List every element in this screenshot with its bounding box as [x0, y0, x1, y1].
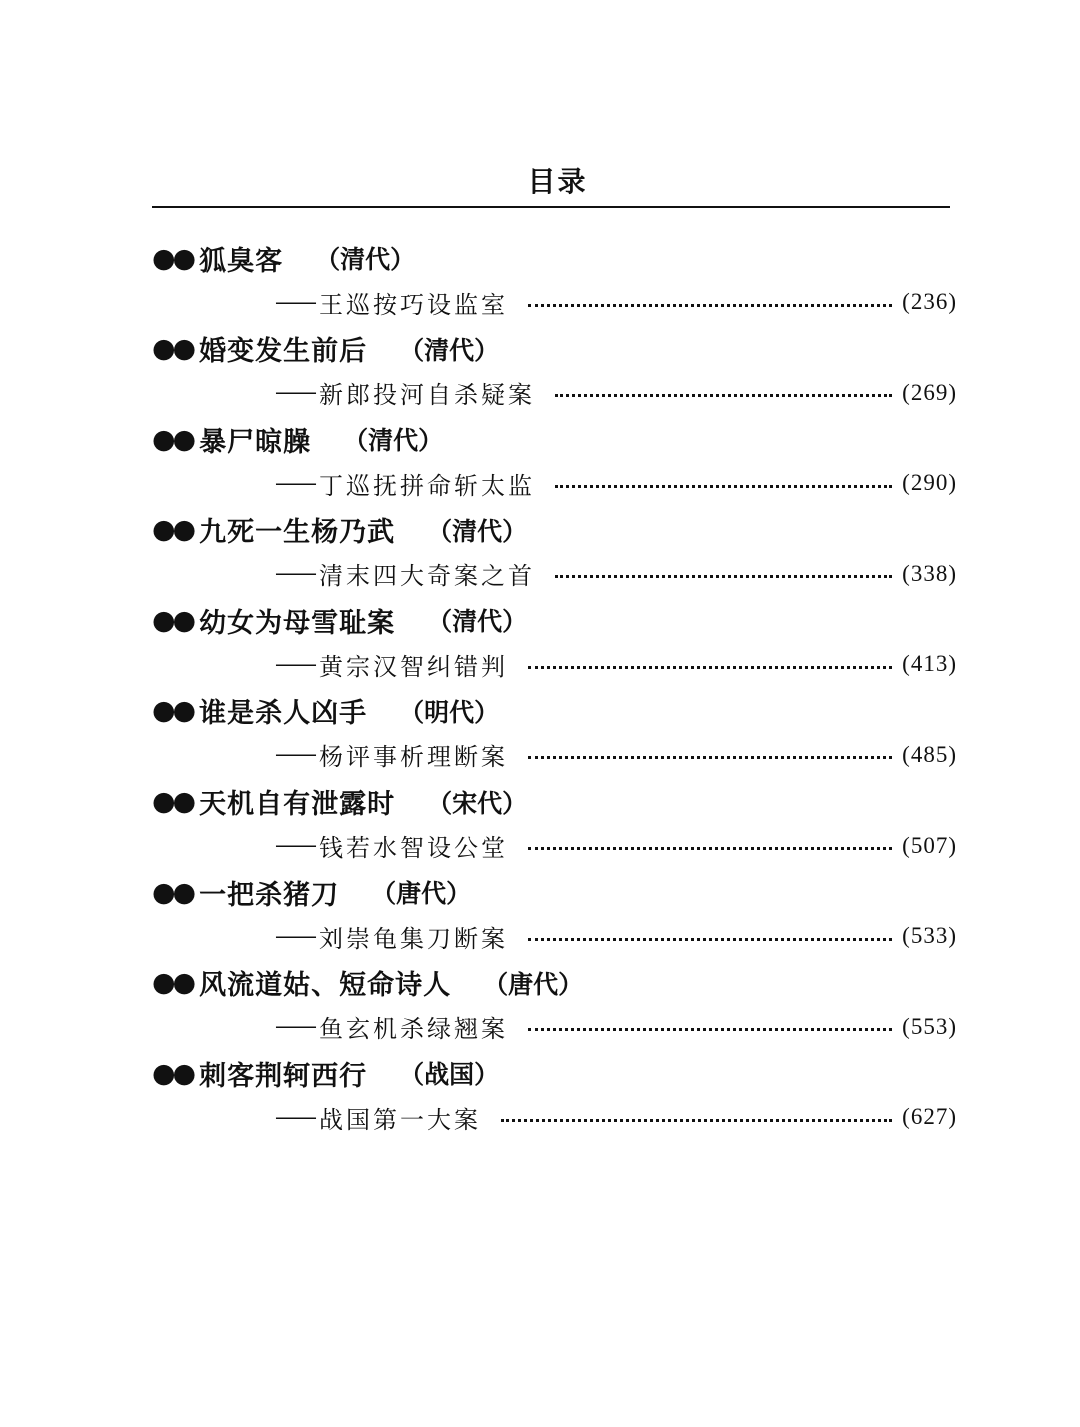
case-subtitle: 王巡按巧设监室 — [319, 290, 508, 319]
em-dash: —— — [275, 289, 315, 315]
entry-heading — [152, 1051, 499, 1095]
case-subtitle: 钱若水智设公堂 — [319, 834, 508, 863]
entry-subheading — [275, 1097, 957, 1137]
entry-subheading — [275, 644, 957, 684]
toc-entry[interactable] — [152, 327, 957, 418]
bullet-icon: ●● — [152, 242, 194, 274]
page-number: (413) — [902, 651, 957, 677]
entry-subheading — [275, 1007, 957, 1047]
page-number: (269) — [902, 379, 957, 405]
case-subtitle: 新郎投河自杀疑案 — [319, 381, 535, 410]
dot-leader — [501, 1119, 892, 1122]
entry-heading — [152, 508, 527, 552]
page-number: (507) — [902, 832, 957, 858]
dynasty-label: （清代） — [315, 245, 416, 274]
toc-entry[interactable] — [152, 961, 957, 1052]
dot-leader — [528, 304, 892, 307]
entry-heading — [152, 780, 527, 824]
page-number: (236) — [902, 289, 957, 314]
entry-subheading — [275, 916, 957, 956]
case-title: 暴尸晾臊 — [199, 426, 312, 458]
case-subtitle: 丁巡抚拼命斩太监 — [319, 471, 535, 500]
case-title: 天机自有泄露时 — [199, 789, 396, 821]
case-title: 婚变发生前后 — [199, 336, 368, 368]
em-dash: —— — [275, 833, 315, 859]
em-dash: —— — [275, 1104, 315, 1130]
dot-leader — [555, 485, 892, 488]
bullet-icon: ●● — [152, 967, 194, 999]
bullet-icon: ●● — [152, 604, 194, 636]
page-number: (338) — [902, 560, 957, 586]
dot-leader — [555, 575, 892, 578]
entry-heading — [152, 598, 527, 642]
case-title: 风流道姑、短命诗人 — [199, 970, 452, 1002]
toc-entry[interactable] — [152, 598, 957, 689]
entry-heading — [152, 417, 443, 461]
entry-subheading — [275, 826, 957, 866]
em-dash: —— — [275, 380, 315, 406]
dynasty-label: （清代） — [343, 426, 444, 456]
em-dash: —— — [275, 1014, 315, 1040]
toc-entry[interactable] — [152, 1051, 957, 1142]
toc-entry[interactable] — [152, 236, 957, 327]
entry-subheading — [275, 373, 957, 413]
case-subtitle: 鱼玄机杀绿翘案 — [319, 1015, 508, 1044]
bullet-icon: ●● — [152, 876, 194, 908]
case-subtitle: 清末四大奇案之首 — [319, 562, 535, 591]
case-title: 一把杀猪刀 — [199, 879, 340, 911]
page-title: 目录 — [527, 165, 588, 198]
toc-entry[interactable] — [152, 689, 957, 780]
dot-leader — [528, 1028, 892, 1031]
dynasty-label: （唐代） — [483, 969, 584, 999]
toc-entry[interactable] — [152, 417, 957, 508]
page-number: (553) — [902, 1013, 957, 1039]
entry-subheading — [275, 735, 957, 775]
title-divider — [152, 206, 950, 208]
dynasty-label: （明代） — [399, 697, 500, 727]
dot-leader — [528, 756, 892, 759]
case-title: 幼女为母雪耻案 — [199, 607, 396, 639]
bullet-icon: ●● — [152, 423, 194, 455]
case-subtitle: 黄宗汉智纠错判 — [319, 652, 508, 681]
bullet-icon: ●● — [152, 514, 194, 546]
em-dash: —— — [275, 470, 315, 496]
page-number: (290) — [902, 470, 957, 496]
bullet-icon: ●● — [152, 1057, 194, 1089]
toc-entry[interactable] — [152, 508, 957, 599]
dynasty-label: （清代） — [427, 607, 528, 637]
entry-heading — [152, 327, 499, 371]
entry-heading — [152, 870, 471, 914]
entry-subheading — [275, 282, 957, 322]
dot-leader — [528, 666, 892, 669]
page-number: (627) — [902, 1104, 957, 1130]
dot-leader — [555, 394, 892, 397]
dot-leader — [528, 938, 892, 941]
dynasty-label: （唐代） — [371, 879, 472, 909]
bullet-icon: ●● — [152, 786, 194, 818]
entry-subheading — [275, 554, 957, 594]
case-title: 狐臭客 — [199, 245, 284, 277]
entry-heading — [152, 961, 583, 1005]
em-dash: —— — [275, 651, 315, 677]
bullet-icon: ●● — [152, 695, 194, 727]
dot-leader — [528, 847, 892, 850]
em-dash: —— — [275, 561, 315, 587]
case-title: 九死一生杨乃武 — [199, 517, 396, 549]
case-subtitle: 杨评事析理断案 — [319, 743, 508, 772]
case-title: 谁是杀人凶手 — [199, 698, 368, 730]
toc-list — [152, 236, 957, 1142]
toc-entry[interactable] — [152, 870, 957, 961]
em-dash: —— — [275, 923, 315, 949]
case-subtitle: 战国第一大案 — [319, 1105, 481, 1134]
entry-heading — [152, 236, 415, 280]
page-number: (533) — [902, 923, 957, 949]
bullet-icon: ●● — [152, 333, 194, 365]
case-subtitle: 刘崇龟集刀断案 — [319, 924, 508, 953]
page-number: (485) — [902, 741, 957, 767]
entry-heading — [152, 689, 499, 733]
case-title: 刺客荆轲西行 — [199, 1060, 368, 1092]
dynasty-label: （宋代） — [427, 788, 528, 818]
em-dash: —— — [275, 742, 315, 768]
dynasty-label: （战国） — [399, 1060, 500, 1090]
entry-subheading — [275, 463, 957, 503]
dynasty-label: （清代） — [427, 516, 528, 546]
dynasty-label: （清代） — [399, 335, 500, 365]
toc-entry[interactable] — [152, 780, 957, 871]
